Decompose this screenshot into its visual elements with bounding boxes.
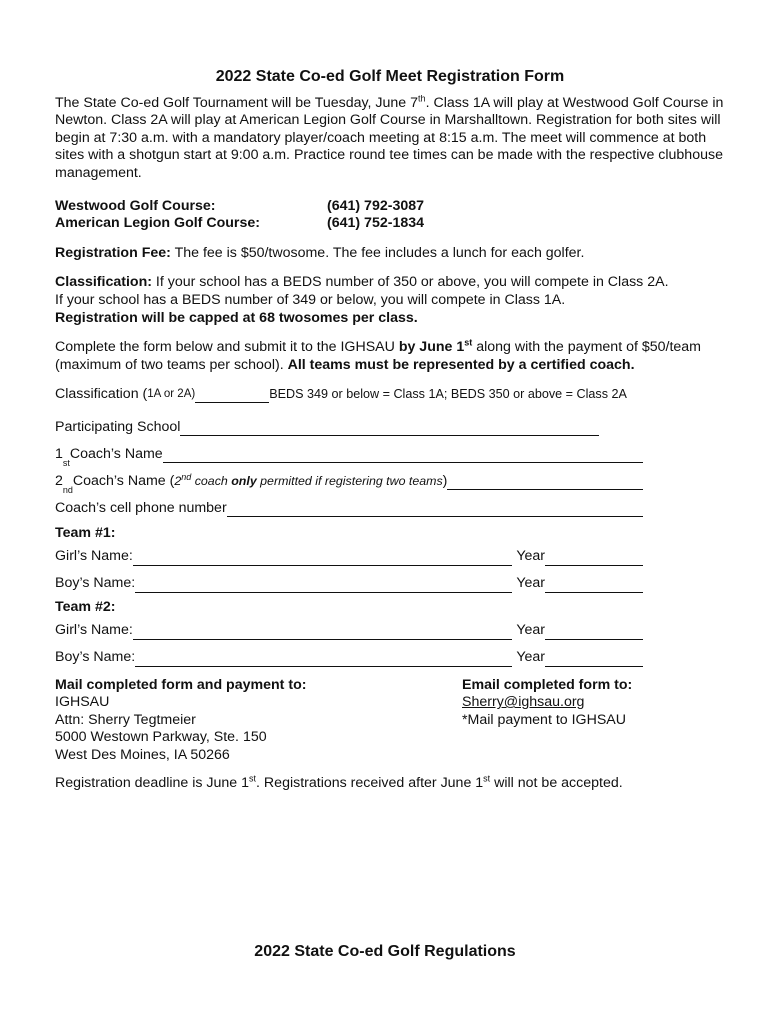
team2-boy-year-input[interactable] <box>545 652 643 667</box>
mail-line: 5000 Westown Parkway, Ste. 150 <box>55 729 267 746</box>
phone-field <box>55 500 643 517</box>
classification-line2: If your school has a BEDS number of 349 or below, you will compete in Class 1A. <box>55 291 566 308</box>
coach2-note <box>174 473 442 491</box>
classification-paragraph <box>55 274 725 327</box>
form-title: 2022 State Co-ed Golf Meet Registration Form <box>215 68 565 85</box>
coach1-num: 1 <box>55 445 63 462</box>
team1-girl-input[interactable] <box>133 551 513 566</box>
team2-girl-field <box>55 623 643 640</box>
submit-sup: st <box>464 337 473 348</box>
deadline-b: . Registrations received after June 1 <box>256 775 484 792</box>
phone-label: Coach’s cell phone number <box>55 499 227 516</box>
mail-line: IGHSAU <box>55 694 110 711</box>
team2-girl-input[interactable] <box>133 625 513 640</box>
deadline-sup2: st <box>483 773 491 784</box>
deadline-paragraph <box>55 775 725 793</box>
submit-paragraph <box>55 339 725 374</box>
girl-label: Girl’s Name: <box>55 621 133 638</box>
girl-label: Girl’s Name: <box>55 548 133 565</box>
course-phone: (641) 752-1834 <box>327 215 425 232</box>
coach2-field: 2 nd Coach’s Name ( 2nd coach only permitted if registering two teams ) <box>55 473 643 490</box>
team2-girl-year-input[interactable] <box>545 625 643 640</box>
email-link[interactable]: Sherry@ighsau.org <box>462 694 585 711</box>
classification-field-label: Classification ( <box>55 385 148 402</box>
classification-label: Classification: <box>55 274 152 291</box>
fee-label: Registration Fee: <box>55 244 171 261</box>
intro-sup: th <box>418 92 426 103</box>
school-label: Participating School <box>55 418 181 435</box>
phone-input[interactable] <box>227 502 643 517</box>
coach2-close: ) <box>442 472 448 489</box>
classification-line1: If your school has a BEDS number of 350 or above, you will compete in Class 2A. <box>151 274 669 291</box>
registration-cap: Registration will be capped at 68 twosomes per class. <box>55 309 418 326</box>
mail-line: Attn: Sherry Tegtmeier <box>55 711 196 728</box>
course-name: American Legion Golf Course: <box>55 215 260 232</box>
team1-girl-field <box>55 549 643 566</box>
submit-coach-requirement: All teams must be represented by a certified coach. <box>287 356 635 373</box>
submit-text-a: Complete the form below and submit it to the IGHSAU <box>55 339 399 356</box>
boy-label: Boy’s Name: <box>55 575 136 592</box>
coach2-label: Coach’s Name ( <box>72 472 175 489</box>
coach2-num: 2 <box>55 472 63 489</box>
school-input[interactable] <box>180 421 599 436</box>
team1-boy-field <box>55 576 643 593</box>
course-phone: (641) 792-3087 <box>327 197 425 214</box>
intro-text-a: The State Co-ed Golf Tournament will be Tuesday, June 7 <box>55 94 419 111</box>
coach1-field: 1 st Coach’s Name <box>55 446 643 463</box>
intro-text-b: . Class 1A will play at Westwood Golf Course in Newton. Class 2A will play at American Legion Golf Course in Marshalltown. Registration for both sites will begin at 7:30 a.m. with a mandatory player/coach meeting at 8:15 a.m. The meet will commence at both sites with a shotgun start at 9:00 a.m. Practice round tee times can be made with the respective clubhouse management. <box>55 94 724 181</box>
intro-paragraph <box>55 92 725 183</box>
school-field <box>55 419 599 436</box>
coach2-note-num: 2 <box>174 473 182 488</box>
deadline-c: will not be accepted. <box>490 775 623 792</box>
boy-label: Boy’s Name: <box>55 648 136 665</box>
team1-girl-year-input[interactable] <box>545 551 643 566</box>
coach2-note-b: permitted if registering two teams <box>256 473 443 488</box>
registration-form-page <box>55 68 725 793</box>
coach1-label: Coach’s Name <box>69 445 163 462</box>
team2-boy-field <box>55 650 643 667</box>
team1-boy-year-input[interactable] <box>545 578 643 593</box>
classification-options: 1A or 2A) <box>147 387 196 400</box>
team2-heading: Team #2: <box>55 598 116 615</box>
coach2-note-sup: nd <box>181 471 192 482</box>
year-label: Year <box>516 648 545 665</box>
fee-text: The fee is $50/twosome. The fee includes a lunch for each golfer. <box>170 244 585 261</box>
regulations-heading: 2022 State Co-ed Golf Regulations <box>254 943 516 960</box>
team1-heading: Team #1: <box>55 525 116 542</box>
email-heading: Email completed form to: <box>462 676 633 693</box>
fee-paragraph <box>55 245 725 263</box>
beds-note: BEDS 349 or below = Class 1A; BEDS 350 or above = Class 2A <box>269 386 627 401</box>
deadline-a: Registration deadline is June 1 <box>55 775 250 792</box>
mail-section <box>55 677 725 765</box>
submit-date: by June 1 <box>398 339 465 356</box>
email-note: *Mail payment to IGHSAU <box>462 711 627 728</box>
coach2-note-a: coach <box>191 473 232 488</box>
coach2-input[interactable] <box>447 475 643 490</box>
year-label: Year <box>516 621 545 638</box>
mail-heading: Mail completed form and payment to: <box>55 676 307 693</box>
team2-boy-input[interactable] <box>135 652 512 667</box>
email-block <box>462 677 725 765</box>
coach1-input[interactable] <box>163 448 643 463</box>
classification-field <box>55 386 725 403</box>
mail-line: West Des Moines, IA 50266 <box>55 746 230 763</box>
classification-input[interactable] <box>195 388 269 403</box>
submit-text-b: along with the payment of $50/team (maximum of two teams per school). <box>55 339 701 373</box>
coach2-note-only: only <box>231 473 257 488</box>
year-label: Year <box>516 548 545 565</box>
team1-boy-input[interactable] <box>135 578 512 593</box>
deadline-sup1: st <box>249 773 257 784</box>
mail-address-block <box>55 677 462 765</box>
year-label: Year <box>516 575 545 592</box>
course-name: Westwood Golf Course: <box>55 197 216 214</box>
course-contacts <box>55 198 725 233</box>
